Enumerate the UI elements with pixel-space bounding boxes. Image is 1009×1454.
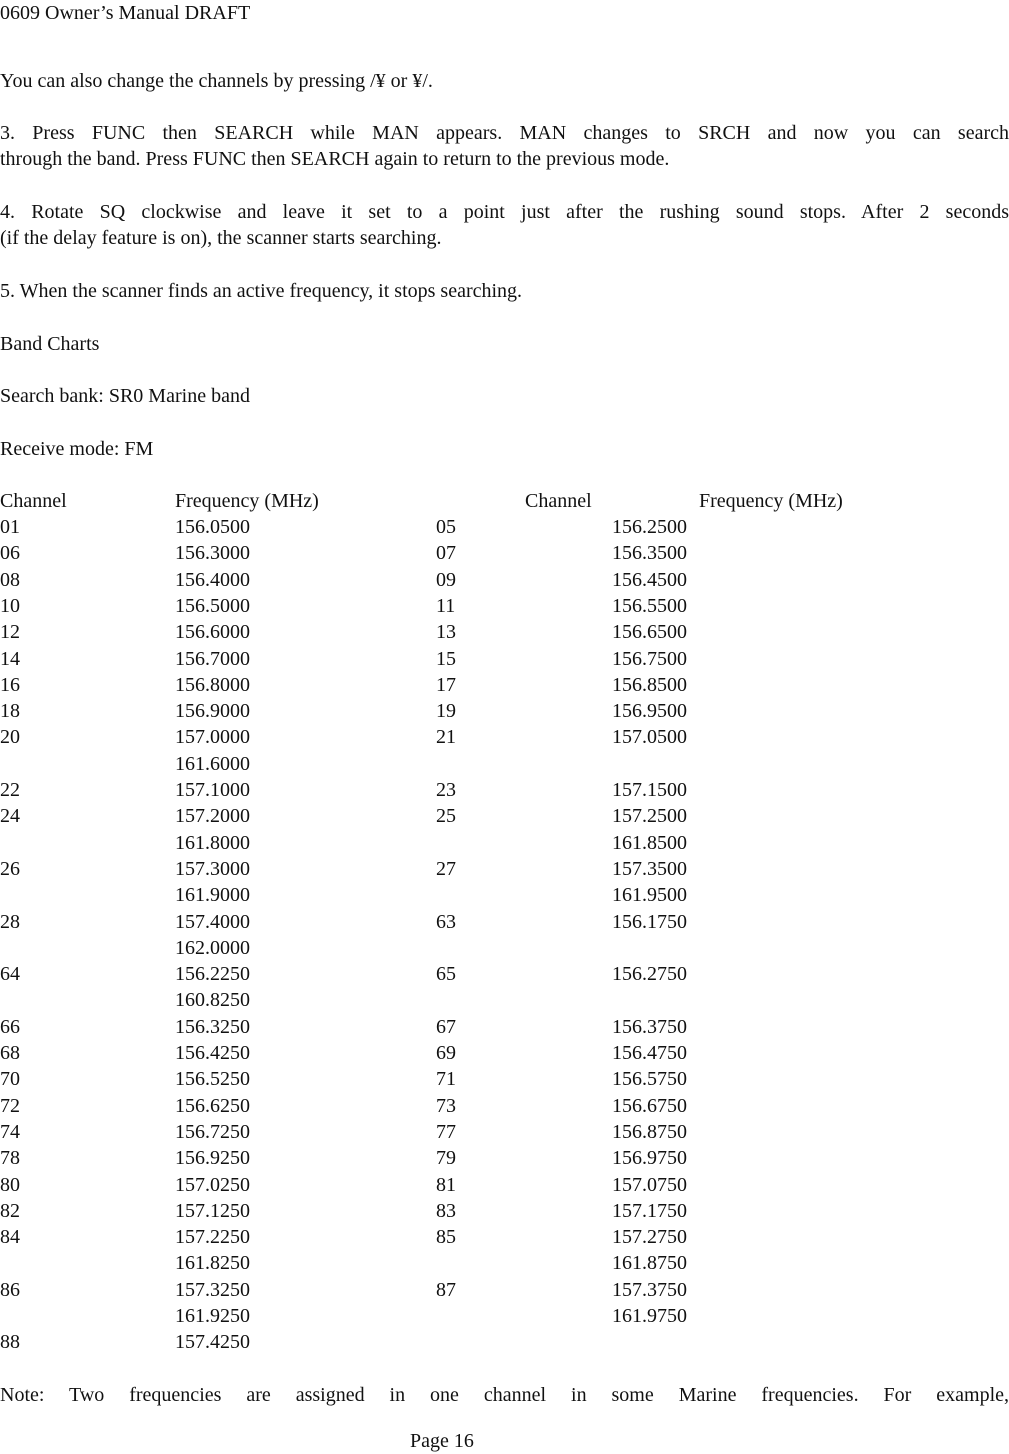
cell-frequency-2: 157.2750: [612, 1226, 687, 1248]
cell-frequency-2: 156.4750: [612, 1042, 687, 1064]
cell-frequency-2: 156.9750: [612, 1147, 687, 1169]
table-row: [0, 1329, 1009, 1355]
table-row: [0, 803, 1009, 829]
cell-frequency-2: 156.7500: [612, 648, 687, 670]
cell-frequency-2: 156.6500: [612, 621, 687, 643]
cell-channel-2: 19: [436, 700, 456, 722]
header-channel-2: Channel: [525, 490, 592, 512]
table-row: [0, 1198, 1009, 1224]
cell-frequency-1: 156.5250: [175, 1068, 250, 1090]
cell-frequency-2: 156.6750: [612, 1095, 687, 1117]
document-header: 0609 Owner’s Manual DRAFT: [0, 2, 251, 24]
table-row: [0, 1066, 1009, 1092]
table-row: [0, 1303, 1009, 1329]
cell-frequency-1: 156.0500: [175, 516, 250, 538]
cell-frequency-1: 156.9000: [175, 700, 250, 722]
cell-frequency-1: 156.8000: [175, 674, 250, 696]
table-row: [0, 540, 1009, 566]
cell-channel-1: 82: [0, 1200, 20, 1222]
cell-frequency-1: 157.4000: [175, 911, 250, 933]
cell-channel-1: 08: [0, 569, 20, 591]
frequency-table-header: [0, 488, 1009, 514]
cell-channel-1: 24: [0, 805, 20, 827]
page-number: Page 16: [410, 1430, 474, 1452]
cell-frequency-1: 156.6250: [175, 1095, 250, 1117]
table-row: [0, 724, 1009, 750]
step-3-line-1: 3. Press FUNC then SEARCH while MAN appears. MAN changes to SRCH and now you can search: [0, 122, 1009, 144]
cell-channel-2: 17: [436, 674, 456, 696]
table-row: [0, 514, 1009, 540]
table-row: [0, 1119, 1009, 1145]
table-row: [0, 987, 1009, 1013]
search-bank-label: Search bank: SR0 Marine band: [0, 385, 250, 407]
cell-frequency-1: 160.8250: [175, 989, 250, 1011]
cell-frequency-2: 161.8750: [612, 1252, 687, 1274]
cell-channel-1: 88: [0, 1331, 20, 1353]
cell-frequency-2: 156.2750: [612, 963, 687, 985]
cell-channel-1: 01: [0, 516, 20, 538]
table-row: [0, 646, 1009, 672]
table-row: [0, 1040, 1009, 1066]
cell-frequency-2: 156.2500: [612, 516, 687, 538]
cell-channel-1: 74: [0, 1121, 20, 1143]
table-row: [0, 567, 1009, 593]
table-row: [0, 1014, 1009, 1040]
cell-frequency-1: 157.2000: [175, 805, 250, 827]
cell-channel-2: 71: [436, 1068, 456, 1090]
cell-frequency-1: 157.3000: [175, 858, 250, 880]
cell-frequency-1: 161.9250: [175, 1305, 250, 1327]
cell-channel-1: 22: [0, 779, 20, 801]
paragraph-channel-change: You can also change the channels by pressing /¥ or ¥/.: [0, 70, 433, 92]
cell-channel-2: 05: [436, 516, 456, 538]
step-3-line-2: through the band. Press FUNC then SEARCH again to return to the previous mode.: [0, 148, 670, 170]
table-row: [0, 1093, 1009, 1119]
cell-frequency-2: 157.1500: [612, 779, 687, 801]
cell-channel-2: 83: [436, 1200, 456, 1222]
cell-channel-2: 11: [436, 595, 456, 617]
cell-frequency-1: 156.3250: [175, 1016, 250, 1038]
cell-channel-1: 68: [0, 1042, 20, 1064]
step-4-line-1: 4. Rotate SQ clockwise and leave it set to a point just after the rushing sound stops. After 2 seconds: [0, 201, 1009, 223]
cell-channel-1: 10: [0, 595, 20, 617]
step-4-line-2: (if the delay feature is on), the scanner starts searching.: [0, 227, 442, 249]
header-channel-1: Channel: [0, 490, 67, 512]
cell-channel-1: 70: [0, 1068, 20, 1090]
cell-channel-2: 23: [436, 779, 456, 801]
cell-frequency-1: 161.9000: [175, 884, 250, 906]
cell-channel-2: 85: [436, 1226, 456, 1248]
cell-frequency-1: 162.0000: [175, 937, 250, 959]
cell-channel-1: 16: [0, 674, 20, 696]
cell-frequency-2: 161.8500: [612, 832, 687, 854]
cell-frequency-2: 156.9500: [612, 700, 687, 722]
cell-frequency-2: 156.5750: [612, 1068, 687, 1090]
cell-frequency-1: 157.2250: [175, 1226, 250, 1248]
note-paragraph: Note: Two frequencies are assigned in one channel in some Marine frequencies. For example,: [0, 1384, 1009, 1406]
cell-channel-1: 86: [0, 1279, 20, 1301]
cell-channel-1: 66: [0, 1016, 20, 1038]
cell-channel-2: 13: [436, 621, 456, 643]
table-row: [0, 830, 1009, 856]
table-row: [0, 1250, 1009, 1276]
cell-frequency-1: 156.9250: [175, 1147, 250, 1169]
cell-channel-1: 14: [0, 648, 20, 670]
cell-frequency-1: 157.4250: [175, 1331, 250, 1353]
cell-frequency-1: 157.1250: [175, 1200, 250, 1222]
table-row: [0, 1172, 1009, 1198]
cell-channel-1: 12: [0, 621, 20, 643]
table-row: [0, 593, 1009, 619]
cell-channel-2: 73: [436, 1095, 456, 1117]
cell-frequency-2: 156.8500: [612, 674, 687, 696]
cell-channel-1: 72: [0, 1095, 20, 1117]
cell-channel-2: 79: [436, 1147, 456, 1169]
receive-mode-label: Receive mode: FM: [0, 438, 154, 460]
cell-channel-2: 27: [436, 858, 456, 880]
cell-frequency-2: 156.8750: [612, 1121, 687, 1143]
cell-frequency-2: 156.3500: [612, 542, 687, 564]
cell-channel-2: 87: [436, 1279, 456, 1301]
cell-frequency-1: 156.2250: [175, 963, 250, 985]
table-row: [0, 777, 1009, 803]
cell-frequency-2: 157.0750: [612, 1174, 687, 1196]
cell-channel-1: 84: [0, 1226, 20, 1248]
cell-frequency-2: 161.9500: [612, 884, 687, 906]
cell-channel-2: 25: [436, 805, 456, 827]
cell-frequency-2: 156.4500: [612, 569, 687, 591]
cell-frequency-1: 157.1000: [175, 779, 250, 801]
table-row: [0, 1145, 1009, 1171]
cell-frequency-1: 161.6000: [175, 753, 250, 775]
table-row: [0, 619, 1009, 645]
table-row: [0, 882, 1009, 908]
cell-channel-1: 26: [0, 858, 20, 880]
cell-frequency-1: 156.3000: [175, 542, 250, 564]
table-row: [0, 935, 1009, 961]
table-row: [0, 751, 1009, 777]
cell-frequency-2: 157.3750: [612, 1279, 687, 1301]
table-row: [0, 698, 1009, 724]
cell-frequency-2: 156.5500: [612, 595, 687, 617]
cell-channel-2: 65: [436, 963, 456, 985]
cell-channel-1: 20: [0, 726, 20, 748]
cell-frequency-1: 156.5000: [175, 595, 250, 617]
header-frequency-2: Frequency (MHz): [699, 490, 843, 512]
cell-channel-1: 80: [0, 1174, 20, 1196]
cell-frequency-2: 161.9750: [612, 1305, 687, 1327]
cell-channel-2: 15: [436, 648, 456, 670]
cell-channel-2: 21: [436, 726, 456, 748]
cell-channel-1: 28: [0, 911, 20, 933]
cell-frequency-1: 157.3250: [175, 1279, 250, 1301]
cell-frequency-2: 157.3500: [612, 858, 687, 880]
cell-frequency-2: 156.3750: [612, 1016, 687, 1038]
cell-frequency-1: 156.6000: [175, 621, 250, 643]
table-row: [0, 1224, 1009, 1250]
cell-frequency-1: 156.7000: [175, 648, 250, 670]
cell-frequency-1: 156.7250: [175, 1121, 250, 1143]
table-row: [0, 909, 1009, 935]
cell-channel-2: 67: [436, 1016, 456, 1038]
cell-channel-2: 09: [436, 569, 456, 591]
cell-frequency-1: 161.8000: [175, 832, 250, 854]
cell-channel-2: 63: [436, 911, 456, 933]
cell-channel-1: 64: [0, 963, 20, 985]
cell-frequency-2: 156.1750: [612, 911, 687, 933]
table-row: [0, 961, 1009, 987]
cell-frequency-1: 157.0250: [175, 1174, 250, 1196]
cell-channel-2: 07: [436, 542, 456, 564]
cell-frequency-1: 156.4250: [175, 1042, 250, 1064]
cell-channel-1: 18: [0, 700, 20, 722]
section-heading-band-charts: Band Charts: [0, 333, 100, 355]
table-row: [0, 856, 1009, 882]
cell-frequency-1: 157.0000: [175, 726, 250, 748]
table-row: [0, 1277, 1009, 1303]
cell-channel-1: 06: [0, 542, 20, 564]
cell-frequency-1: 156.4000: [175, 569, 250, 591]
cell-channel-2: 81: [436, 1174, 456, 1196]
cell-channel-2: 69: [436, 1042, 456, 1064]
cell-frequency-2: 157.1750: [612, 1200, 687, 1222]
step-5: 5. When the scanner finds an active frequency, it stops searching.: [0, 280, 523, 302]
cell-channel-1: 78: [0, 1147, 20, 1169]
cell-frequency-2: 157.0500: [612, 726, 687, 748]
cell-frequency-2: 157.2500: [612, 805, 687, 827]
header-frequency-1: Frequency (MHz): [175, 490, 319, 512]
cell-frequency-1: 161.8250: [175, 1252, 250, 1274]
table-row: [0, 672, 1009, 698]
cell-channel-2: 77: [436, 1121, 456, 1143]
